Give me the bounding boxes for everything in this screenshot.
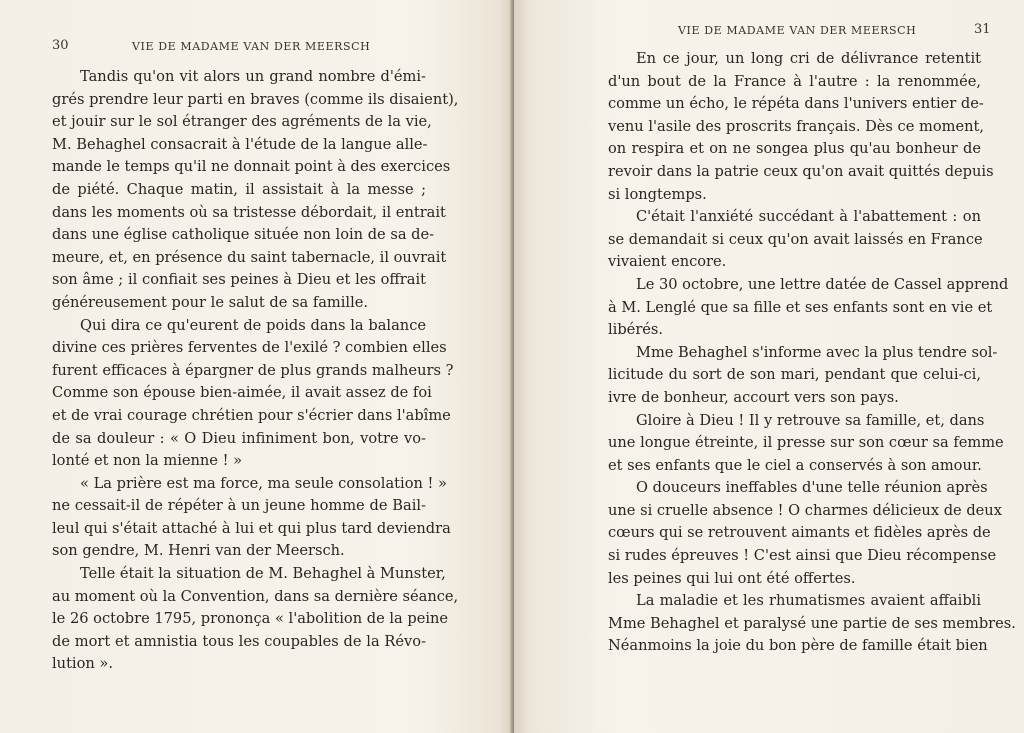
text-line: Mme Behaghel s'informe avec la plus tendre sol- [636,343,998,361]
text-line: M. Behaghel consacrait à l'étude de la langue alle- [52,135,428,153]
text-line: se demandait si ceux qu'on avait laissés en France [608,230,983,248]
text-line: mande le temps qu'il ne donnait point à des exercices [52,158,451,176]
text-line: ne cessait-il de répéter à un jeune homme de Bail- [52,497,426,515]
text-line: meure, et, en présence du saint tabernacle, il ouvrait [52,248,447,266]
text-line: et ses enfants que le ciel a conservés à son amour. [608,456,982,474]
right-body-text [608,48,1016,658]
text-line: et de vrai courage chrétien pour s'écrier dans l'abîme [52,406,451,424]
text-line: grés prendre leur parti en braves (comme ils disaient), [52,90,459,108]
text-line: Tandis qu'on vit alors un grand nombre d'émi- [80,68,426,85]
text-line: Comme son épouse bien-aimée, il avait assez de foi [52,384,432,402]
text-line: revoir dans la patrie ceux qu'on avait quittés depuis [608,162,994,180]
text-line: son gendre, M. Henri van der Meersch. [52,542,345,560]
text-line: libérés. [608,321,664,339]
left-running-head: VIE DE MADAME VAN DER MEERSCH [132,40,371,53]
text-line: ivre de bonheur, accourt vers son pays. [608,388,899,406]
text-line: licitude du sort de son mari, pendant que celui-ci, [608,366,981,384]
text-line: de sa douleur : « O Dieu infiniment bon, votre vo- [52,429,426,447]
text-line: En ce jour, un long cri de délivrance retentit [636,50,981,67]
text-line: à M. Lenglé que sa fille et ses enfants sont en vie et [608,298,993,316]
text-line: généreusement pour le salut de sa famille. [52,293,369,311]
text-line: venu l'asile des proscrits français. Dès ce moment, [608,117,985,135]
text-line: de piété. Chaque matin, il assistait à la messe ; [52,180,426,198]
text-line: de mort et amnistia tous les coupables de la Révo- [52,632,426,650]
left-body-text [52,66,459,676]
text-line: si rudes épreuves ! C'est ainsi que Dieu récompense [608,547,997,565]
text-line: leul qui s'était attaché à lui et qui plus tard deviendra [52,519,451,537]
text-line: une si cruelle absence ! O charmes délicieux de deux [608,501,1002,519]
text-line: une longue étreinte, il presse sur son cœur sa femme [608,434,1004,452]
text-line: dans une église catholique située non loin de sa de- [52,226,435,244]
right-page-number: 31 [974,22,991,37]
text-line: les peines qui lui ont été offertes. [608,569,856,587]
text-line: lonté et non la mienne ! » [52,452,243,470]
text-line: Mme Behaghel et paralysé une partie de ses membres. [608,614,1016,632]
text-line: La maladie et les rhumatismes avaient affaibli [636,592,981,610]
right-running-head: VIE DE MADAME VAN DER MEERSCH [678,24,917,37]
text-line: Néanmoins la joie du bon père de famille était bien [608,637,988,655]
text-line: C'était l'anxiété succédant à l'abattement : on [636,208,981,226]
right-page [514,0,1024,733]
text-line: Qui dira ce qu'eurent de poids dans la balance [80,316,426,334]
text-line: furent efficaces à épargner de plus grands malheurs ? [52,361,454,379]
text-line: « La prière est ma force, ma seule consolation ! » [80,474,447,492]
text-line: dans les moments où sa tristesse débordait, il entrait [52,203,446,221]
text-line: si longtemps. [608,185,707,203]
left-page-number: 30 [52,38,69,53]
text-line: son âme ; il confiait ses peines à Dieu et les offrait [52,271,426,289]
text-line: au moment où la Convention, dans sa dernière séance, [52,587,459,605]
text-line: comme un écho, le répéta dans l'univers entier de- [608,95,984,113]
text-line: lution ». [52,655,113,673]
text-line: divine ces prières ferventes de l'exilé ? combien elles [52,339,447,357]
text-line: on respira et on ne songea plus qu'au bonheur de [608,140,981,158]
text-line: vivaient encore. [608,253,727,271]
text-line: cœurs qui se retrouvent aimants et fidèles après de [608,524,991,542]
text-line: et jouir sur le sol étranger des agréments de la vie, [52,113,432,131]
text-line: le 26 octobre 1795, prononça « l'abolition de la peine [52,610,449,628]
text-line: Gloire à Dieu ! Il y retrouve sa famille, et, dans [636,411,985,429]
text-line: O douceurs ineffables d'une telle réunion après [636,479,988,497]
text-line: d'un bout de la France à l'autre : la renommée, [608,72,981,90]
text-line: Telle était la situation de M. Behaghel à Munster, [80,565,446,583]
text-line: Le 30 octobre, une lettre datée de Cassel apprend [636,275,1009,293]
